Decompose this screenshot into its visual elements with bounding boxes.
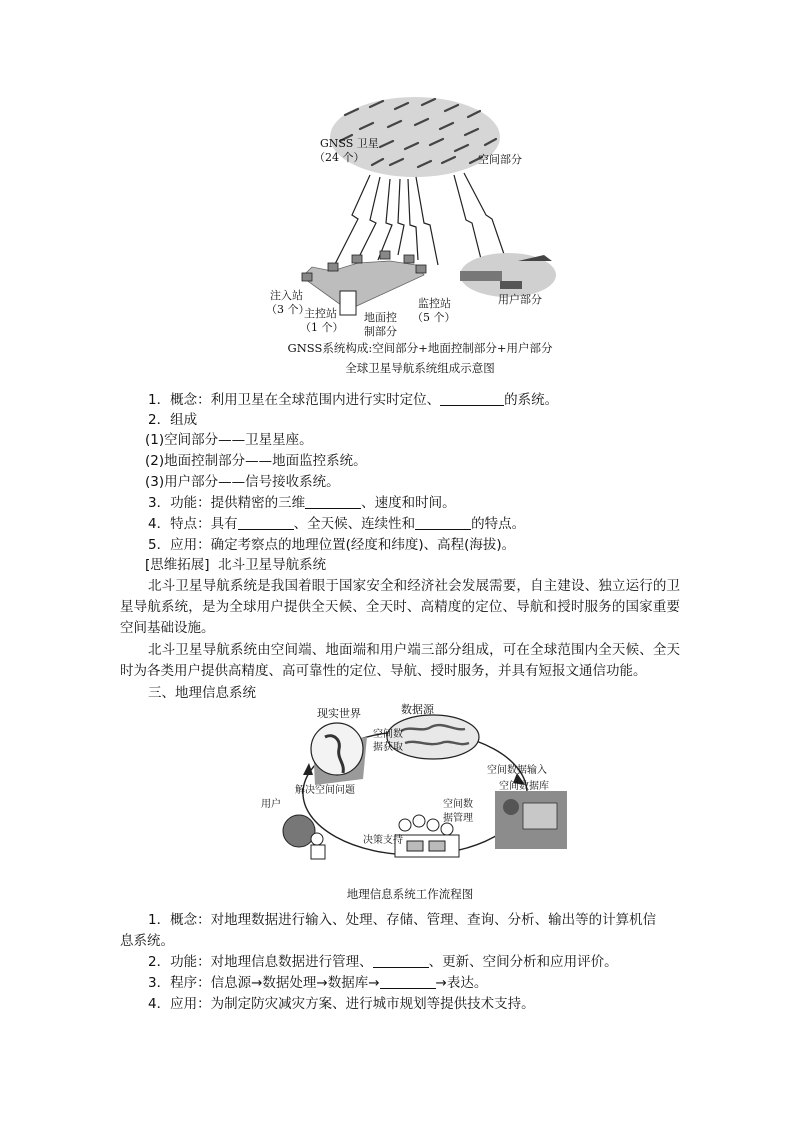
- spatial-database-computer: [495, 791, 567, 849]
- satellite-count-label: （24 个）: [314, 151, 365, 164]
- expand-tag: [思维拓展]: [145, 557, 210, 573]
- gnss-features: [148, 514, 525, 534]
- gis-function: [148, 952, 618, 972]
- gis-concept: 1．概念：对地理数据进行输入、处理、存储、管理、查询、分析、输出等的计算机信: [148, 912, 657, 928]
- injection-station-label: 注入站: [270, 289, 303, 302]
- expand-heading: [145, 555, 326, 575]
- decision-support-label: 决策支持: [363, 835, 403, 846]
- spatial-database-label: 空间数据库: [499, 781, 549, 792]
- data-management-label-1: 空间数: [443, 799, 473, 810]
- gnss-function-end: 、速度和时间。: [361, 495, 456, 511]
- data-input-label: 空间数据输入: [487, 765, 547, 776]
- expand-title: 北斗卫星导航系统: [218, 557, 327, 573]
- user-car: [500, 281, 522, 289]
- user-label: 用户: [261, 799, 281, 810]
- gnss-composition-heading: 2．组成: [148, 412, 198, 428]
- gis-diagram: [255, 703, 575, 883]
- gnss-user-part: (3)用户部分——信号接收系统。: [145, 474, 340, 490]
- fill-blank[interactable]: [305, 494, 361, 509]
- gis-procedure-text: 3．程序：信息源→数据处理→数据库→: [148, 975, 380, 991]
- gnss-features-text: 4．特点：具有: [148, 516, 238, 532]
- gis-workflow-figure: [255, 703, 575, 883]
- gnss-figure-caption: 全球卫星导航系统组成示意图: [345, 361, 495, 375]
- fill-blank[interactable]: [380, 974, 436, 989]
- gnss-features-end: 的特点。: [471, 516, 526, 532]
- gis-function-end: 、更新、空间分析和应用评价。: [428, 954, 618, 970]
- gnss-concept-text: 1．概念：利用卫星在全球范围内进行实时定位、: [148, 392, 441, 408]
- space-part-label: 空间部分: [478, 153, 522, 166]
- user-ship: [460, 271, 502, 281]
- gnss-function: [148, 493, 456, 513]
- gis-procedure-end: →表达。: [435, 975, 488, 991]
- fill-blank[interactable]: [373, 953, 429, 968]
- data-management-label-2: 据管理: [443, 813, 473, 824]
- master-station-building: [340, 291, 356, 315]
- monitor-station-label: 监控站: [418, 297, 451, 310]
- data-acquisition-label-1: 空间数: [373, 729, 403, 740]
- monitor-station-count: （5 个）: [412, 311, 456, 324]
- gnss-concept-end: 的系统。: [504, 392, 559, 408]
- user-part-label: 用户部分: [498, 293, 542, 306]
- gnss-diagram: [240, 95, 570, 340]
- gnss-function-text: 3．功能：提供精密的三维: [148, 495, 306, 511]
- gis-figure-caption: 地理信息系统工作流程图: [346, 887, 474, 901]
- ground-control-label-1: 地面控: [364, 311, 397, 324]
- injection-station-count: （3 个）: [266, 303, 310, 316]
- ground-control-fan: [302, 261, 424, 310]
- gnss-features-mid: 、全天候、连续性和: [293, 516, 416, 532]
- gnss-composition-text: GNSS系统构成:空间部分+地面控制部分+用户部分: [287, 341, 553, 355]
- ground-control-label-2: 制部分: [364, 325, 397, 338]
- gnss-concept: [148, 390, 558, 410]
- section-gis-heading: 三、地理信息系统: [148, 685, 256, 701]
- beidou-paragraph-1: 北斗卫星导航系统是我国着眼于国家安全和经济社会发展需要，自主建设、独立运行的卫星导航系统，是为全球用户提供全天候、全天时、高精度的定位、导航和授时服务的国家重要空间基础设施。: [120, 578, 680, 636]
- gnss-space-part: (1)空间部分——卫星星座。: [145, 432, 313, 448]
- data-source-label: 数据源: [401, 703, 434, 716]
- real-world-globe: [311, 723, 367, 785]
- gis-procedure: [148, 973, 487, 993]
- master-station-label: 主控站: [304, 307, 337, 320]
- gis-function-text: 2．功能：对地理信息数据进行管理、: [148, 954, 373, 970]
- data-acquisition-label-2: 据获取: [373, 742, 403, 753]
- master-station-count: （1 个）: [300, 321, 344, 334]
- real-world-label: 现实世界: [317, 707, 361, 720]
- user-globe: [283, 815, 325, 859]
- gnss-satellite-label: GNSS 卫星: [320, 137, 379, 150]
- fill-blank[interactable]: [415, 515, 471, 530]
- gnss-ground-part: (2)地面控制部分——地面监控系统。: [145, 453, 367, 469]
- fill-blank[interactable]: [440, 391, 504, 406]
- fill-blank[interactable]: [238, 515, 294, 530]
- beidou-paragraph-2: 北斗卫星导航系统由空间端、地面端和用户端三部分组成，可在全球范围内全天候、全天时为各类用户提供高精度、高可靠性的定位、导航、授时服务，并具有短报文通信功能。: [120, 642, 680, 679]
- gnss-composition-figure: [240, 95, 570, 340]
- gis-application: 4．应用：为制定防灾减灾方案、进行城市规划等提供技术支持。: [148, 996, 535, 1012]
- gis-concept-cont: 息系统。: [120, 933, 174, 949]
- gnss-application: 5．应用：确定考察点的地理位置(经度和纬度)、高程(海拔)。: [148, 537, 516, 553]
- solve-problem-label: 解决空间问题: [295, 785, 355, 796]
